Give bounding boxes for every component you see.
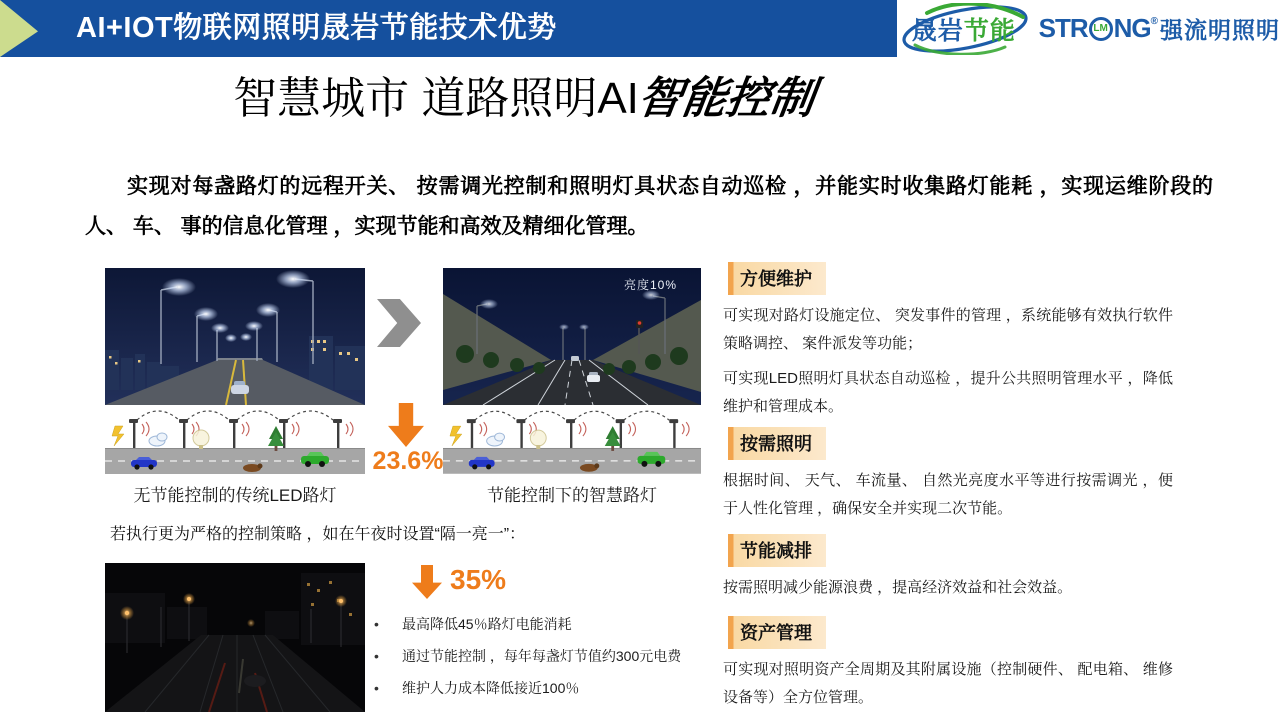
benefit-text: 可实现LED照明灯具状态自动巡检 ，提升公共照明管理水平 ，降低维护和管理成本。 [723,370,1173,415]
benefit-text: 可实现对照明资产全周期及其附属设施（控制硬件、 配电箱、 维修设备等）全方位管理。 [723,661,1173,706]
bullet-item: • 维护人力成本降低接近100％ [372,672,702,704]
down-arrow-icon [388,403,424,447]
chevron-right-icon [377,299,421,347]
lm-circle-icon: LM [1089,17,1113,41]
midnight-bullet-list [372,608,702,704]
header-title: AI+IOT物联网照明晟岩节能技术优势 [76,12,557,44]
bullet-item: • 最高降低45％路灯电能消耗 [372,608,702,640]
logo-area [897,0,1280,57]
strong-logo: STR LM NG ® 强流明照明 [1038,13,1280,43]
benefit-section-asset-management [723,616,1173,712]
benefit-section-energy-saving [723,534,1173,602]
after-caption: 节能控制下的智慧路灯 [487,486,657,505]
benefit-section-maintenance [723,262,1173,421]
before-caption: 无节能控制的传统LED路灯 [133,486,337,505]
benefit-title: 方便维护 [728,262,826,295]
shengyan-logo [897,3,1031,55]
reduction-percent: 23.6% [372,447,444,475]
arrow-triangle-icon [0,0,38,57]
before-image [105,268,365,405]
dark-car [244,675,266,687]
shengyan-logo-text: 晟岩节能 [911,16,1016,45]
bullet-item: • 通过节能控制 ，每年每盏灯节值约300元电费 [372,640,702,672]
page-title: 智慧城市 道路照明AI智能控制 [233,74,818,123]
strategy-note: 若执行更为严格的控制策略 ，如在午夜时设置“隔一亮一”： [110,526,526,543]
benefit-title: 节能减排 [728,534,826,567]
street-illustration-after [443,408,701,478]
brightness-label: 亮度10% [624,278,678,292]
car-small [571,356,579,361]
header-bar [0,0,897,57]
registered-mark: ® [1150,16,1158,27]
benefit-section-on-demand [723,427,1173,523]
benefit-text: 根据时间、 天气、 车流量、 自然光亮度水平等进行按需调光 ，便于人性化管理 ，确保安全并实现二次节能。 [723,472,1173,517]
midnight-image [105,563,365,712]
down-arrow-icon-2 [412,565,442,599]
benefit-title: 资产管理 [728,616,826,649]
benefit-text: 可实现对路灯设施定位、 突发事件的管理 ，系统能够有效执行软件策略调控、 案件派发等功能； [723,307,1173,352]
benefit-text: 按需照明减少能源浪费 ，提高经济效益和社会效益。 [723,579,1073,596]
midnight-reduction-percent: 35% [450,564,507,595]
benefit-title: 按需照明 [728,427,826,460]
strong-logo-text: STR [1038,13,1088,43]
street-illustration-before [105,408,365,478]
strong-logo-cn: 强流明照明 [1160,17,1280,43]
intro-paragraph: 实现对每盏路灯的远程开关、 按需调光控制和照明灯具状态自动巡检 ，并能实时收集路灯能耗 ，实现运维阶段的人、 车、 事的信息化管理 ，实现节能和高效及精细化管理。 [85,175,1213,238]
